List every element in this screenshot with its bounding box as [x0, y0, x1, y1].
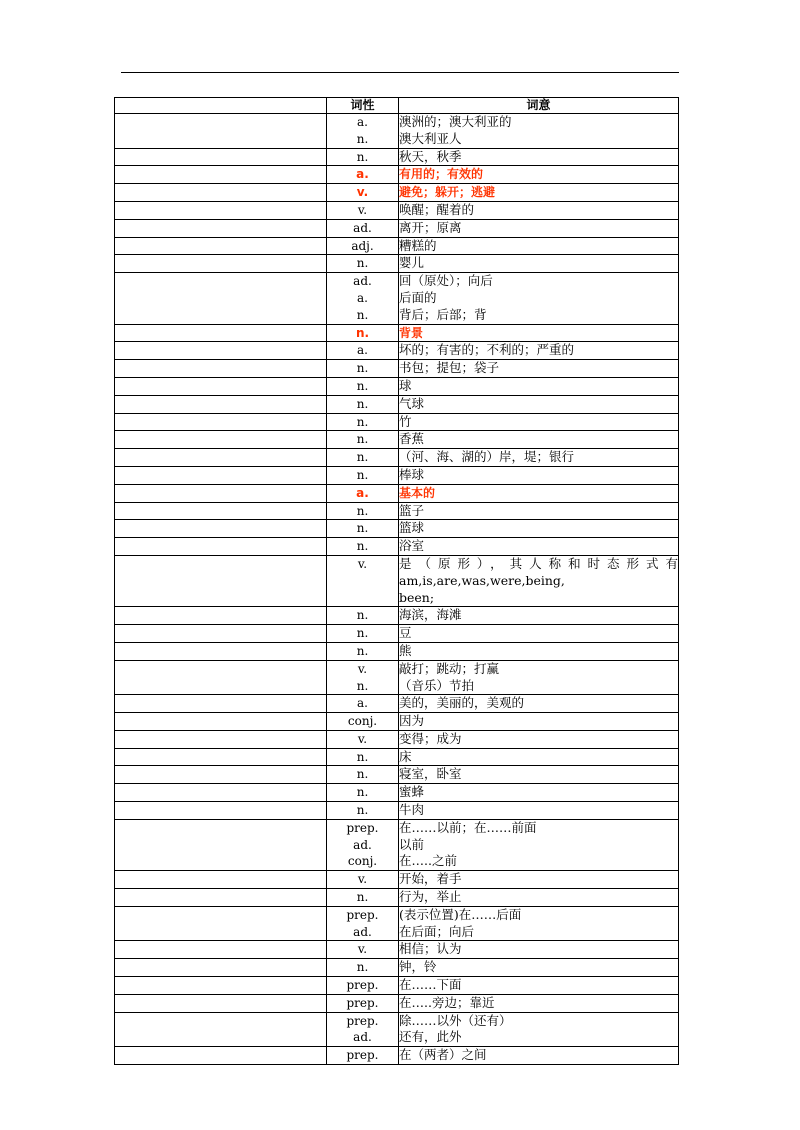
word-cell: [115, 748, 327, 766]
part-of-speech-cell: [327, 819, 399, 870]
word-cell: [115, 237, 327, 255]
meaning-text: 球: [399, 377, 412, 393]
table-row: [115, 413, 679, 431]
meaning-text: 蜜蜂: [399, 784, 425, 800]
part-of-speech: prep.: [346, 995, 379, 1010]
meaning-text: 书包；提包；袋子: [399, 360, 500, 376]
table-row: [115, 695, 679, 713]
part-of-speech: prep.: [346, 978, 379, 993]
meaning-cell: [399, 360, 679, 378]
part-of-speech-cell: [327, 324, 399, 342]
part-of-speech: n.: [356, 467, 369, 482]
part-of-speech: prep.: [346, 820, 379, 835]
table-row: [115, 166, 679, 184]
word-cell: [115, 802, 327, 820]
meaning-cell: [399, 906, 679, 941]
meaning-cell: [399, 538, 679, 556]
meaning-text: （河、海、湖的）岸，堤；银行: [399, 449, 575, 465]
meaning-text: （音乐）节拍: [399, 677, 475, 693]
meaning-cell: [399, 166, 679, 184]
meaning-cell: [399, 148, 679, 166]
table-row: [115, 555, 679, 606]
word-cell: [115, 148, 327, 166]
page-header-rule: [121, 72, 679, 73]
table-header-row: [115, 98, 679, 114]
part-of-speech: n.: [356, 450, 369, 465]
table-row: [115, 377, 679, 395]
table-row: [115, 219, 679, 237]
part-of-speech: n.: [356, 608, 369, 623]
part-of-speech-cell: [327, 360, 399, 378]
meaning-text: 棒球: [399, 466, 425, 482]
meaning-cell: [399, 237, 679, 255]
meaning-cell: [399, 413, 679, 431]
table-row: [115, 802, 679, 820]
table-row: [115, 237, 679, 255]
meaning-cell: [399, 449, 679, 467]
meaning-cell: [399, 784, 679, 802]
part-of-speech: ad.: [353, 837, 372, 852]
part-of-speech: v.: [357, 872, 368, 887]
meaning-cell: [399, 114, 679, 149]
part-of-speech: v.: [357, 556, 368, 571]
meaning-cell: [399, 520, 679, 538]
table-row: [115, 395, 679, 413]
part-of-speech: adj.: [351, 238, 374, 253]
table-row: [115, 520, 679, 538]
part-of-speech-cell: [327, 941, 399, 959]
part-of-speech-cell: [327, 555, 399, 606]
meaning-text: 坏的；有害的；不利的；严重的: [399, 342, 575, 358]
part-of-speech-cell: [327, 520, 399, 538]
part-of-speech: n.: [356, 149, 369, 164]
part-of-speech-cell: [327, 184, 399, 202]
part-of-speech-cell: [327, 449, 399, 467]
word-cell: [115, 377, 327, 395]
meaning-text: 在……以前；在……前面: [399, 819, 537, 835]
part-of-speech: a.: [357, 115, 368, 129]
meaning-text: 以前: [399, 836, 425, 852]
meaning-text: (表示位置)在……后面: [399, 906, 522, 922]
part-of-speech-cell: [327, 431, 399, 449]
word-cell: [115, 941, 327, 959]
table-row: [115, 324, 679, 342]
part-of-speech-cell: [327, 1012, 399, 1047]
meaning-text: 后面的: [399, 289, 437, 305]
meaning-cell: [399, 324, 679, 342]
table-body: [115, 114, 679, 1065]
meaning-text: 行为，举止: [399, 889, 462, 905]
part-of-speech: n.: [356, 131, 369, 146]
table-row: [115, 466, 679, 484]
word-cell: [115, 114, 327, 149]
meaning-text: 篮子: [399, 502, 425, 518]
word-cell: [115, 466, 327, 484]
table-row: [115, 941, 679, 959]
meaning-cell: [399, 994, 679, 1012]
part-of-speech: prep.: [346, 1013, 379, 1028]
part-of-speech: n.: [356, 414, 369, 429]
word-cell: [115, 871, 327, 889]
table-row: [115, 273, 679, 324]
word-cell: [115, 766, 327, 784]
table-row: [115, 889, 679, 907]
meaning-text: 婴儿: [399, 255, 425, 271]
word-cell: [115, 977, 327, 995]
meaning-cell: [399, 431, 679, 449]
part-of-speech-cell: [327, 484, 399, 502]
word-cell: [115, 959, 327, 977]
word-cell: [115, 520, 327, 538]
meaning-text: 秋天，秋季: [399, 148, 462, 164]
meaning-text: am,is,are,was,were,being,: [399, 572, 565, 588]
meaning-text: 背后；后部；背: [399, 306, 487, 322]
meaning-text: 有用的；有效的: [399, 167, 484, 182]
table-row: [115, 114, 679, 149]
part-of-speech-cell: [327, 273, 399, 324]
table-row: [115, 994, 679, 1012]
word-cell: [115, 166, 327, 184]
meaning-text: 澳洲的；澳大利亚的: [399, 114, 512, 129]
part-of-speech: ad.: [353, 274, 372, 289]
part-of-speech: n.: [356, 960, 369, 975]
part-of-speech: prep.: [346, 907, 379, 922]
part-of-speech-cell: [327, 642, 399, 660]
meaning-text: 避免；躲开；逃避: [399, 185, 496, 200]
part-of-speech-cell: [327, 166, 399, 184]
meaning-text: 是（原形），其人称和时态形式有: [399, 555, 678, 571]
meaning-cell: [399, 342, 679, 360]
word-cell: [115, 538, 327, 556]
part-of-speech-cell: [327, 377, 399, 395]
table-row: [115, 201, 679, 219]
part-of-speech-cell: [327, 255, 399, 273]
part-of-speech-cell: [327, 977, 399, 995]
part-of-speech-cell: [327, 889, 399, 907]
table-row: [115, 255, 679, 273]
part-of-speech-cell: [327, 148, 399, 166]
part-of-speech-cell: [327, 237, 399, 255]
meaning-text: 还有，此外: [399, 1029, 462, 1045]
part-of-speech: ad.: [353, 1030, 372, 1045]
table-row: [115, 538, 679, 556]
table-row: [115, 748, 679, 766]
table-row: [115, 959, 679, 977]
part-of-speech: v.: [356, 185, 369, 200]
word-cell: [115, 1047, 327, 1065]
table-row: [115, 730, 679, 748]
part-of-speech-cell: [327, 607, 399, 625]
part-of-speech-cell: [327, 713, 399, 731]
meaning-cell: [399, 377, 679, 395]
part-of-speech-cell: [327, 730, 399, 748]
meaning-cell: [399, 959, 679, 977]
vocabulary-table: [114, 97, 679, 1065]
part-of-speech-cell: [327, 906, 399, 941]
part-of-speech: n.: [356, 396, 369, 411]
meaning-text: 在…..之前: [399, 853, 457, 869]
part-of-speech: prep.: [346, 1048, 379, 1063]
part-of-speech-cell: [327, 660, 399, 695]
table-row: [115, 906, 679, 941]
table-row: [115, 1047, 679, 1065]
meaning-text: 寝室，卧室: [399, 766, 462, 782]
part-of-speech: n.: [356, 256, 369, 271]
part-of-speech: n.: [356, 361, 369, 376]
table-row: [115, 148, 679, 166]
word-cell: [115, 219, 327, 237]
part-of-speech: n.: [356, 307, 369, 322]
meaning-cell: [399, 889, 679, 907]
meaning-cell: [399, 607, 679, 625]
meaning-text: 除……以外（还有）: [399, 1012, 512, 1028]
table-row: [115, 449, 679, 467]
table-row: [115, 342, 679, 360]
meaning-cell: [399, 660, 679, 695]
part-of-speech-cell: [327, 959, 399, 977]
meaning-text: 唤醒；醒着的: [399, 201, 475, 217]
part-of-speech: n.: [356, 503, 369, 518]
meaning-text: 在…..旁边；靠近: [399, 994, 495, 1010]
table-row: [115, 1012, 679, 1047]
word-cell: [115, 642, 327, 660]
part-of-speech: n.: [356, 521, 369, 536]
part-of-speech: conj.: [347, 714, 378, 729]
meaning-text: 因为: [399, 713, 425, 729]
meaning-cell: [399, 977, 679, 995]
word-cell: [115, 695, 327, 713]
part-of-speech-cell: [327, 466, 399, 484]
word-cell: [115, 255, 327, 273]
meaning-text: 篮球: [399, 520, 425, 536]
table-row: [115, 660, 679, 695]
meaning-cell: [399, 219, 679, 237]
meaning-cell: [399, 642, 679, 660]
word-cell: [115, 906, 327, 941]
part-of-speech-cell: [327, 625, 399, 643]
meaning-text: 豆: [399, 625, 412, 641]
meaning-text: 开始，着手: [399, 871, 462, 887]
meaning-text: 在（两者）之间: [399, 1047, 487, 1063]
meaning-text: 熊: [399, 642, 412, 658]
meaning-text: 浴室: [399, 538, 425, 554]
meaning-cell: [399, 713, 679, 731]
word-cell: [115, 395, 327, 413]
part-of-speech: a.: [356, 485, 369, 500]
table-row: [115, 977, 679, 995]
part-of-speech-cell: [327, 502, 399, 520]
meaning-cell: [399, 555, 679, 606]
header-part-of-speech: 词性: [327, 98, 399, 114]
table-row: [115, 431, 679, 449]
part-of-speech: a.: [357, 696, 368, 711]
part-of-speech-cell: [327, 766, 399, 784]
part-of-speech: v.: [357, 661, 368, 676]
meaning-cell: [399, 941, 679, 959]
meaning-text: 糟糕的: [399, 237, 437, 253]
meaning-cell: [399, 748, 679, 766]
word-cell: [115, 660, 327, 695]
meaning-cell: [399, 201, 679, 219]
part-of-speech: a.: [357, 290, 368, 305]
part-of-speech: conj.: [347, 854, 378, 869]
table-row: [115, 625, 679, 643]
meaning-cell: [399, 273, 679, 324]
part-of-speech: a.: [356, 167, 369, 182]
table-row: [115, 766, 679, 784]
word-cell: [115, 607, 327, 625]
part-of-speech-cell: [327, 538, 399, 556]
word-cell: [115, 324, 327, 342]
word-cell: [115, 784, 327, 802]
part-of-speech: n.: [356, 890, 369, 905]
word-cell: [115, 484, 327, 502]
word-cell: [115, 555, 327, 606]
meaning-cell: [399, 625, 679, 643]
table-row: [115, 607, 679, 625]
table-row: [115, 713, 679, 731]
meaning-cell: [399, 766, 679, 784]
header-meaning: 词意: [399, 98, 679, 114]
meaning-text: 钟，铃: [399, 959, 437, 975]
part-of-speech: v.: [357, 942, 368, 957]
part-of-speech-cell: [327, 201, 399, 219]
meaning-cell: [399, 695, 679, 713]
part-of-speech: n.: [356, 785, 369, 800]
meaning-cell: [399, 484, 679, 502]
meaning-text: 在……下面: [399, 977, 462, 993]
part-of-speech-cell: [327, 1047, 399, 1065]
part-of-speech-cell: [327, 342, 399, 360]
meaning-text: been;: [399, 589, 435, 605]
meaning-text: 变得；成为: [399, 730, 462, 746]
table-row: [115, 184, 679, 202]
word-cell: [115, 889, 327, 907]
word-cell: [115, 713, 327, 731]
part-of-speech: ad.: [353, 924, 372, 939]
part-of-speech-cell: [327, 114, 399, 149]
meaning-text: 回（原处）；向后: [399, 273, 493, 289]
word-cell: [115, 184, 327, 202]
meaning-text: 香蕉: [399, 431, 425, 447]
meaning-cell: [399, 1012, 679, 1047]
table-row: [115, 819, 679, 870]
meaning-text: 澳大利亚人: [399, 130, 462, 146]
word-cell: [115, 273, 327, 324]
word-cell: [115, 994, 327, 1012]
word-cell: [115, 342, 327, 360]
part-of-speech-cell: [327, 413, 399, 431]
meaning-text: 牛肉: [399, 802, 425, 818]
word-cell: [115, 730, 327, 748]
part-of-speech-cell: [327, 748, 399, 766]
part-of-speech: n.: [356, 803, 369, 818]
word-cell: [115, 360, 327, 378]
word-cell: [115, 502, 327, 520]
table-row: [115, 784, 679, 802]
meaning-text: 背景: [399, 325, 424, 340]
meaning-cell: [399, 1047, 679, 1065]
part-of-speech: a.: [357, 343, 368, 358]
meaning-text: 竹: [399, 413, 412, 429]
part-of-speech: n.: [356, 626, 369, 641]
table-row: [115, 484, 679, 502]
part-of-speech: n.: [356, 767, 369, 782]
header-word: [115, 98, 327, 114]
part-of-speech: n.: [356, 678, 369, 693]
meaning-cell: [399, 466, 679, 484]
part-of-speech: n.: [356, 539, 369, 554]
part-of-speech: n.: [356, 432, 369, 447]
meaning-text: 相信；认为: [399, 941, 462, 957]
meaning-text: 基本的: [399, 485, 436, 500]
meaning-cell: [399, 871, 679, 889]
table-row: [115, 360, 679, 378]
word-cell: [115, 625, 327, 643]
part-of-speech-cell: [327, 802, 399, 820]
meaning-text: 敲打；跳动；打赢: [399, 660, 500, 676]
table-row: [115, 642, 679, 660]
word-cell: [115, 413, 327, 431]
word-cell: [115, 201, 327, 219]
part-of-speech-cell: [327, 994, 399, 1012]
meaning-text: 美的，美丽的，美观的: [399, 695, 525, 711]
part-of-speech-cell: [327, 784, 399, 802]
word-cell: [115, 431, 327, 449]
meaning-cell: [399, 395, 679, 413]
table-row: [115, 871, 679, 889]
meaning-cell: [399, 255, 679, 273]
meaning-text: 海滨，海滩: [399, 607, 462, 623]
meaning-cell: [399, 184, 679, 202]
meaning-cell: [399, 819, 679, 870]
meaning-cell: [399, 802, 679, 820]
word-cell: [115, 449, 327, 467]
meaning-text: 在后面；向后: [399, 923, 475, 939]
part-of-speech: v.: [357, 202, 368, 217]
part-of-speech: ad.: [353, 220, 372, 235]
meaning-text: 离开；原离: [399, 219, 462, 235]
word-cell: [115, 1012, 327, 1047]
part-of-speech-cell: [327, 395, 399, 413]
meaning-text: 气球: [399, 395, 425, 411]
part-of-speech-cell: [327, 871, 399, 889]
word-cell: [115, 819, 327, 870]
meaning-text: 床: [399, 748, 412, 764]
meaning-cell: [399, 730, 679, 748]
part-of-speech: n.: [356, 643, 369, 658]
part-of-speech: n.: [356, 378, 369, 393]
table-row: [115, 502, 679, 520]
part-of-speech: n.: [356, 749, 369, 764]
part-of-speech-cell: [327, 219, 399, 237]
meaning-cell: [399, 502, 679, 520]
part-of-speech: v.: [357, 731, 368, 746]
part-of-speech-cell: [327, 695, 399, 713]
part-of-speech: n.: [355, 325, 370, 340]
